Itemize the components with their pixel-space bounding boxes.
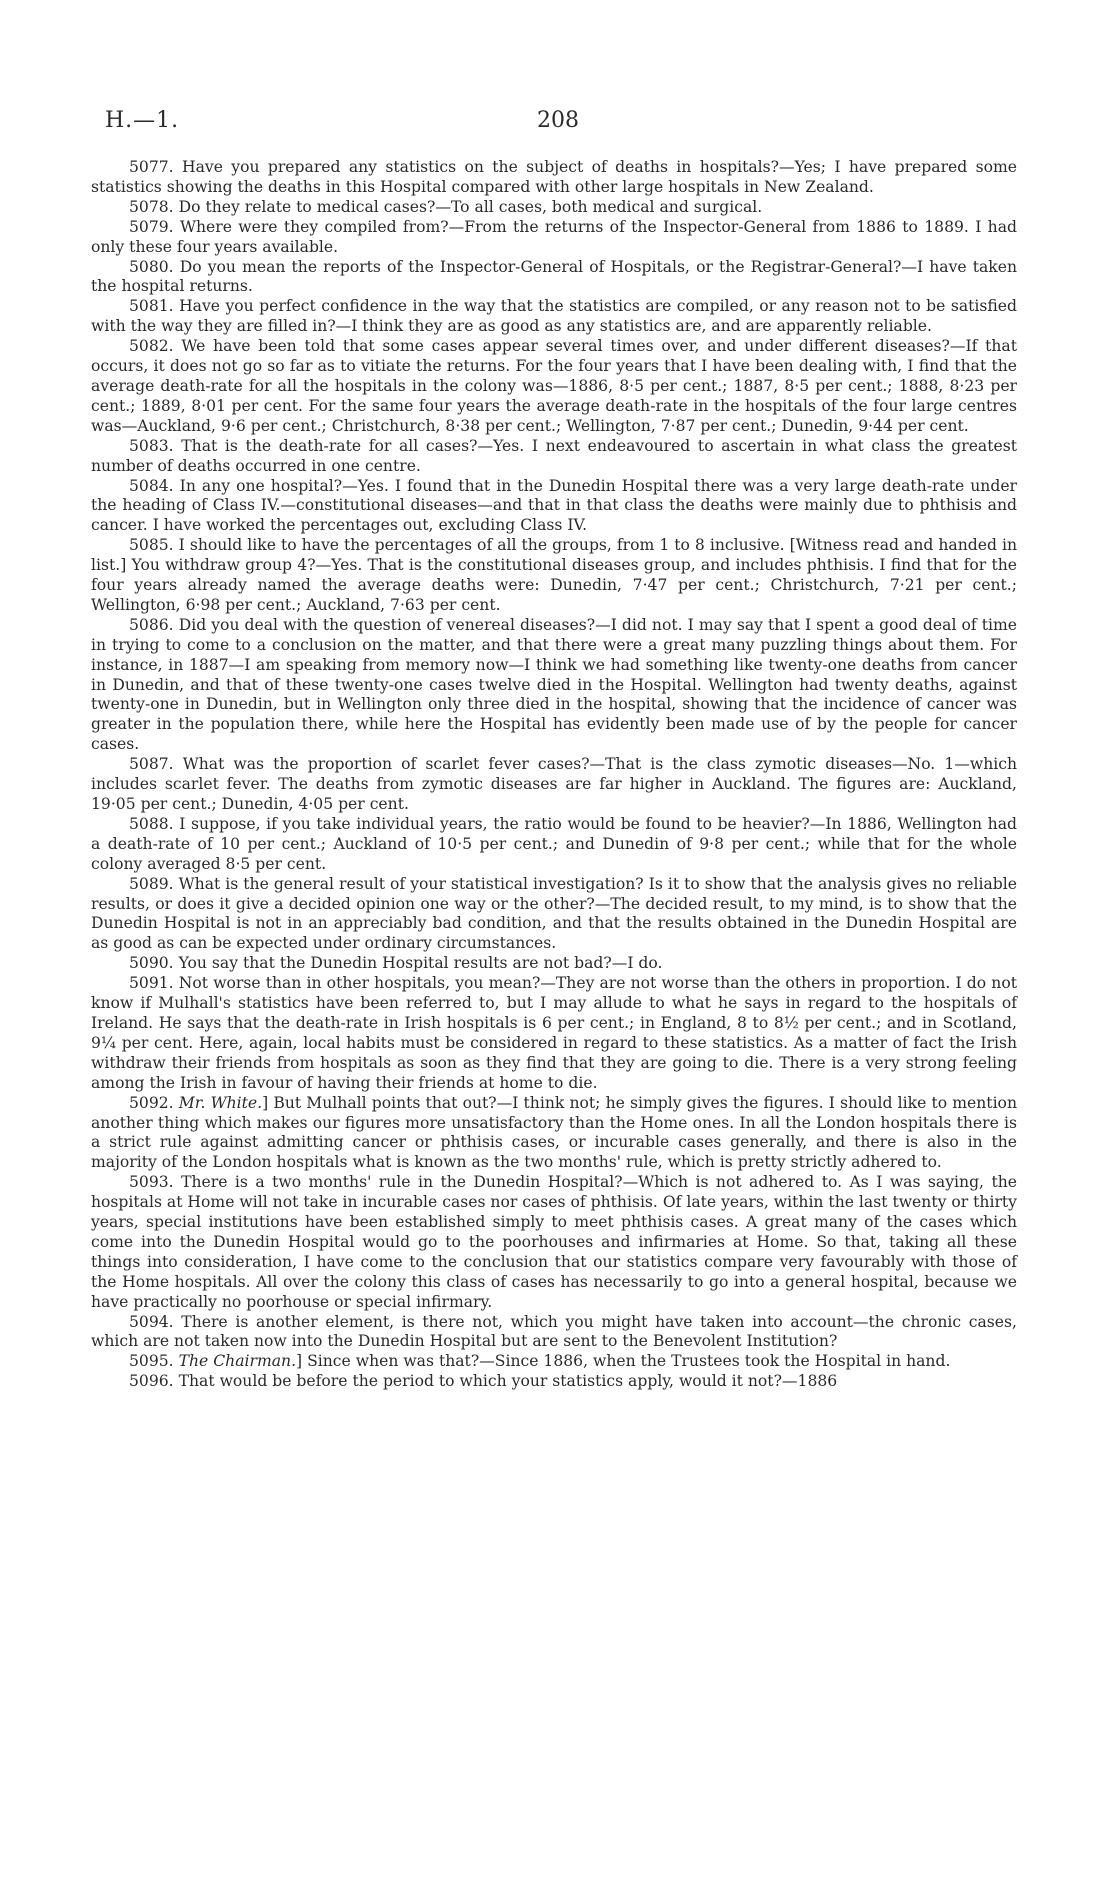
testimony-paragraph — [91, 218, 1017, 258]
paragraph-text: 5090. You say that the Dunedin Hospital results are not bad?—I do. — [129, 954, 663, 973]
testimony-paragraph — [91, 437, 1017, 477]
testimony-paragraph — [91, 297, 1017, 337]
speaker-name: Mr. White. — [178, 1093, 263, 1112]
testimony-paragraph — [91, 875, 1017, 955]
paragraph-text: 5087. What was the proportion of scarlet fever cases?—That is the class zymotic diseases—No. 1—which includes scarlet fever. The deaths from zymotic diseases are far higher in Auckland. The figures are: Auckland, 19·05 per cent.; Dunedin, 4·05 per cent. — [91, 755, 1017, 813]
paragraph-text: 5094. There is another element, is there not, which you might have taken into account—the chronic cases, which are not taken now into the Dunedin Hospital but are sent to the Benevolent Institution? — [91, 1312, 1017, 1351]
paragraph-text: 5095. — [129, 1352, 179, 1371]
paragraph-text: 5082. We have been told that some cases appear several times over, and under different diseases?—If that occurs, it does not go so far as to vitiate the returns. For the four years that I have been dealing with, I find that the average death-rate for all the hospitals in the colony was—1886, 8·5 per cent.; 1887, 8·5 per cent.; 1888, 8·23 per cent.; 1889, 8·01 per cent. For the same four years the average death-rate in the hospitals of the four large centres was—Auckland, 9·6 per cent.; Christchurch, 8·38 per cent.; Wellington, 7·87 per cent.; Dunedin, 9·44 per cent. — [91, 337, 1017, 435]
testimony-paragraph — [91, 1352, 1017, 1372]
paragraph-text: 5092. — [129, 1093, 179, 1112]
testimony-body — [91, 158, 1017, 1392]
paragraph-text: ] But Mulhall points that out?—I think not; he simply gives the figures. I should like to mention another thing which makes our figures more unsatisfactory than the Home ones. In all the London hospitals there is a strict rule against admitting cancer or phthisis cases, or incurable cases generally, and there is also in the majority of the London hospitals what is known as the two months' rule, which is pretty strictly adhered to. — [91, 1093, 1017, 1172]
testimony-paragraph — [91, 337, 1017, 437]
paragraph-text: 5089. What is the general result of your statistical investigation? Is it to show that the analysis gives no reliable results, or does it give a decided opinion one way or the other?—The decided result, to my mind, is to show that the Dunedin Hospital is not in an appreciably bad condition, and that the results obtained in the Dunedin Hospital are as good as can be expected under ordinary circumstances. — [91, 874, 1017, 953]
testimony-paragraph — [91, 258, 1017, 298]
testimony-paragraph — [91, 158, 1017, 198]
testimony-paragraph — [91, 954, 1017, 974]
paragraph-text: 5096. That would be before the period to which your statistics apply, would it not?—1886 — [129, 1372, 838, 1391]
testimony-paragraph — [91, 1372, 1017, 1392]
paragraph-text: ] Since when was that?—Since 1886, when the Trustees took the Hospital in hand. — [296, 1352, 951, 1371]
paragraph-text: 5083. That is the death-rate for all cases?—Yes. I next endeavoured to ascertain in what class the greatest number of deaths occurred in one centre. — [91, 436, 1017, 475]
document-code: H.—1. — [105, 108, 180, 133]
testimony-paragraph — [91, 1173, 1017, 1312]
paragraph-text: 5091. Not worse than in other hospitals, you mean?—They are not worse than the others in proportion. I do not know if Mulhall's statistics have been referred to, but I may allude to what he says in regard to the hospitals of Ireland. He says that the death-rate in Irish hospitals is 6 per cent.; in England, 8 to 8½ per cent.; and in Scotland, 9¼ per cent. Here, again, local habits must be considered in regard to these statistics. As a matter of fact the Irish withdraw their friends from hospitals as soon as they find that they are going to die. There is a very strong feeling among the Irish in favour of having their friends at home to die. — [91, 974, 1017, 1092]
testimony-paragraph — [91, 477, 1017, 537]
testimony-paragraph — [91, 815, 1017, 875]
paragraph-text: 5086. Did you deal with the question of venereal diseases?—I did not. I may say that I spent a good deal of time in trying to come to a conclusion on the matter, and that there were a great many puzzling things about them. For instance, in 1887—I am speaking from memory now—I think we had something like twenty-one deaths from cancer in Dunedin, and that of these twenty-one cases twelve died in the Hospital. Wellington had twenty deaths, against twenty-one in Dunedin, but in Wellington only three died in the hospital, showing that the incidence of cancer was greater in the population there, while here the Hospital has evidently been made use of by the people for cancer cases. — [91, 615, 1017, 754]
testimony-paragraph — [91, 198, 1017, 218]
paragraph-text: 5084. In any one hospital?—Yes. I found that in the Dunedin Hospital there was a very large death-rate under the heading of Class IV.—constitutional diseases—and that in that class the deaths were mainly due to phthisis and cancer. I have worked the percentages out, excluding Class IV. — [91, 476, 1017, 535]
paragraph-text: 5079. Where were they compiled from?—From the returns of the Inspector-General from 1886 to 1889. I had only these four years available. — [91, 217, 1017, 256]
testimony-paragraph — [91, 755, 1017, 815]
paragraph-text: 5093. There is a two months' rule in the Dunedin Hospital?—Which is not adhered to. As I was saying, the hospitals at Home will not take in incurable cases nor cases of phthisis. Of late years, within the last twenty or thirty years, special institutions have been established simply to meet phthisis cases. A great many of the cases which come into the Dunedin Hospital would go to the poorhouses and infirmaries at Home. So that, taking all these things into consideration, I have come to the conclusion that our statistics compare very favourably with those of the Home hospitals. All over the colony this class of cases has necessarily to go into a general hospital, because we have practically no poorhouse or special infirmary. — [91, 1173, 1017, 1311]
paragraph-text: 5078. Do they relate to medical cases?—To all cases, both medical and surgical. — [129, 197, 763, 216]
testimony-paragraph — [91, 536, 1017, 616]
page-number: 208 — [537, 108, 579, 133]
testimony-paragraph — [91, 1313, 1017, 1353]
paragraph-text: 5088. I suppose, if you take individual years, the ratio would be found to be heavier?—In 1886, Wellington had a death-rate of 10 per cent.; Auckland of 10·5 per cent.; and Dunedin of 9·8 per cent.; while that for the whole colony averaged 8·5 per cent. — [91, 814, 1017, 873]
paragraph-text: 5081. Have you perfect confidence in the way that the statistics are compiled, or any reason not to be satisfied with the way they are filled in?—I think they are as good as any statistics are, and are apparently reliable. — [91, 297, 1017, 336]
paragraph-text: 5077. Have you prepared any statistics on the subject of deaths in hospitals?—Yes; I have prepared some statistics showing the deaths in this Hospital compared with other large hospitals in New Zealand. — [91, 158, 1017, 196]
paragraph-text: 5080. Do you mean the reports of the Inspector-General of Hospitals, or the Registrar-General?—I have taken the hospital returns. — [91, 257, 1017, 296]
paragraph-text: 5085. I should like to have the percentages of all the groups, from 1 to 8 inclusive. [Witness read and handed in list.] You withdraw group 4?—Yes. That is the constitutional diseases group, and includes phthisis. I find that for the four years already named the average deaths were: Dunedin, 7·47 per cent.; Christchurch, 7·21 per cent.; Wellington, 6·98 per cent.; Auckland, 7·63 per cent. — [91, 536, 1017, 614]
testimony-paragraph — [91, 974, 1017, 1093]
testimony-paragraph — [91, 1094, 1017, 1174]
speaker-name: The Chairman. — [178, 1352, 297, 1371]
page-header — [105, 108, 1009, 138]
testimony-paragraph — [91, 616, 1017, 755]
